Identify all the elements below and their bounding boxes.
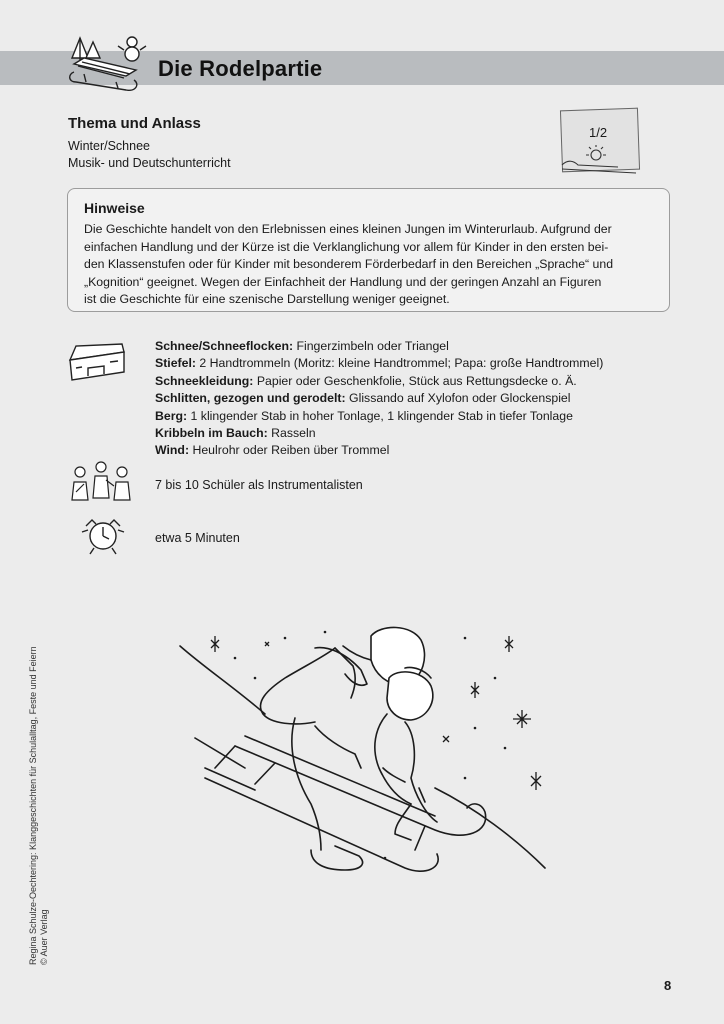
instrument-row: Kribbeln im Bauch: Rasseln — [155, 426, 316, 441]
thema-heading: Thema und Anlass — [68, 115, 201, 132]
instrument-list — [155, 338, 603, 460]
thema-line: Winter/Schnee — [68, 139, 150, 153]
side-credit-line: Regina Schulze-Oechtering: Klanggeschichten für Schulalltag, Feste und Feiern — [28, 646, 38, 965]
snowman-sun-icon — [560, 145, 620, 175]
sled-logo-icon — [64, 28, 154, 100]
page-title: Die Rodelpartie — [158, 56, 323, 81]
instrument-row: Schlitten, gezogen und gerodelt: Glissando auf Xylofon oder Glockenspiel — [155, 391, 571, 406]
hinweise-heading: Hinweise — [84, 200, 145, 216]
side-credit-line: © Auer Verlag — [39, 909, 49, 965]
duration-text: etwa 5 Minuten — [155, 531, 240, 545]
hinweise-line: einfachen Handlung und der Kürze ist die Verklanglichung vor allem für Kinder in den ersten bei- — [84, 239, 609, 254]
instrument-row: Wind: Heulrohr oder Reiben über Trommel — [155, 443, 390, 458]
side-credit — [28, 646, 50, 965]
hinweise-line: den Klassenstufen oder für Kinder mit besonderem Förderbedarf in den Bereichen „Sprache“ und — [84, 257, 614, 271]
page-number: 8 — [664, 978, 672, 993]
page-badge: 1/2 — [589, 125, 608, 140]
instrument-row: Berg: 1 klingender Stab in hoher Tonlage, 1 klingender Stab in tiefer Tonlage — [155, 408, 573, 423]
suitcase-icon — [66, 338, 128, 386]
hinweise-line: Die Geschichte handelt von den Erlebnissen eines kleinen Jungen im Winterurlaub. Aufgrund der — [84, 222, 612, 236]
sledding-illustration — [175, 618, 555, 898]
hinweise-line: „Kognition“ geeignet. Wegen der Einfachheit der Handlung und der geringen Anzahl an Figuren — [84, 274, 602, 289]
hinweise-line: ist die Geschichte für eine szenische Darstellung weniger geeignet. — [84, 292, 450, 306]
instrument-row: Schneekleidung: Papier oder Geschenkfolie, Stück aus Rettungsdecke o. Ä. — [155, 373, 577, 388]
instrument-row: Stiefel: 2 Handtrommeln (Moritz: kleine Handtrommel; Papa: große Handtrommel) — [155, 356, 604, 371]
players-text: 7 bis 10 Schüler als Instrumentalisten — [155, 478, 363, 492]
hinweise-text — [84, 221, 662, 309]
instrument-row: Schnee/Schneeflocken: Fingerzimbeln oder Triangel — [155, 339, 449, 353]
alarm-clock-icon — [80, 516, 126, 556]
musicians-icon — [66, 458, 136, 506]
thema-line: Musik- und Deutschunterricht — [68, 156, 231, 170]
